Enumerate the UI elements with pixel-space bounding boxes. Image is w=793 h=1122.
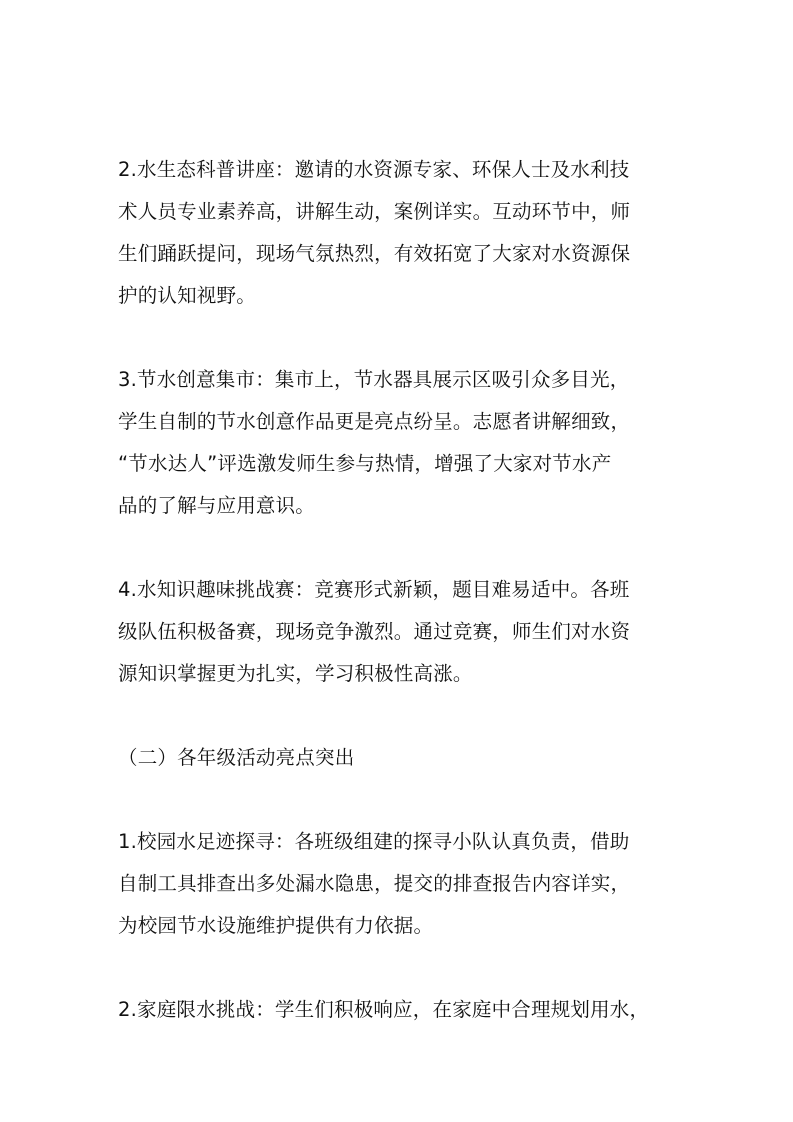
section-heading-line: （二）各年级活动亮点突出 <box>118 746 355 769</box>
paragraph-line: 2.水生态科普讲座：邀请的水资源专家、环保人士及水利技 <box>118 158 630 181</box>
paragraph-line: 自制工具排查出多处漏水隐患，提交的排查报告内容详实， <box>118 872 631 895</box>
paragraph-line: 级队伍积极备赛，现场竞争激烈。通过竞赛，师生们对水资 <box>118 620 631 643</box>
paragraph-line: 2.家庭限水挑战：学生们积极响应，在家庭中合理规划用水， <box>118 998 650 1021</box>
document-body <box>118 149 678 1031</box>
paragraph-line: 为校园节水设施维护提供有力依据。 <box>118 914 434 937</box>
paragraph-line: 源知识掌握更为扎实，学习积极性高涨。 <box>118 662 473 685</box>
paragraph-water-knowledge-challenge <box>118 569 678 695</box>
paragraph-water-saving-market <box>118 359 678 527</box>
paragraph-spacer <box>118 317 678 359</box>
paragraph-water-ecology-lecture <box>118 149 678 317</box>
paragraph-spacer <box>118 947 678 989</box>
paragraph-line: 4.水知识趣味挑战赛：竞赛形式新颖，题目难易适中。各班 <box>118 578 630 601</box>
paragraph-family-water-limit <box>118 989 678 1031</box>
paragraph-spacer <box>118 779 678 821</box>
paragraph-spacer <box>118 527 678 569</box>
paragraph-line: 术人员专业素养高，讲解生动，案例详实。互动环节中，师 <box>118 200 631 223</box>
paragraph-line: 生们踊跃提问，现场气氛热烈，有效拓宽了大家对水资源保 <box>118 242 631 265</box>
paragraph-line: 品的了解与应用意识。 <box>118 494 316 517</box>
paragraph-line: 3.节水创意集市：集市上，节水器具展示区吸引众多目光， <box>118 368 630 391</box>
paragraph-line: 护的认知视野。 <box>118 284 256 307</box>
paragraph-line: 1.校园水足迹探寻：各班级组建的探寻小队认真负责，借助 <box>118 830 630 853</box>
paragraph-campus-water-footprint <box>118 821 678 947</box>
paragraph-line: 学生自制的节水创意作品更是亮点纷呈。志愿者讲解细致， <box>118 410 631 433</box>
paragraph-spacer <box>118 695 678 737</box>
section-heading-grade-highlights <box>118 737 678 779</box>
paragraph-line: “节水达人”评选激发师生参与热情，增强了大家对节水产 <box>118 452 612 475</box>
